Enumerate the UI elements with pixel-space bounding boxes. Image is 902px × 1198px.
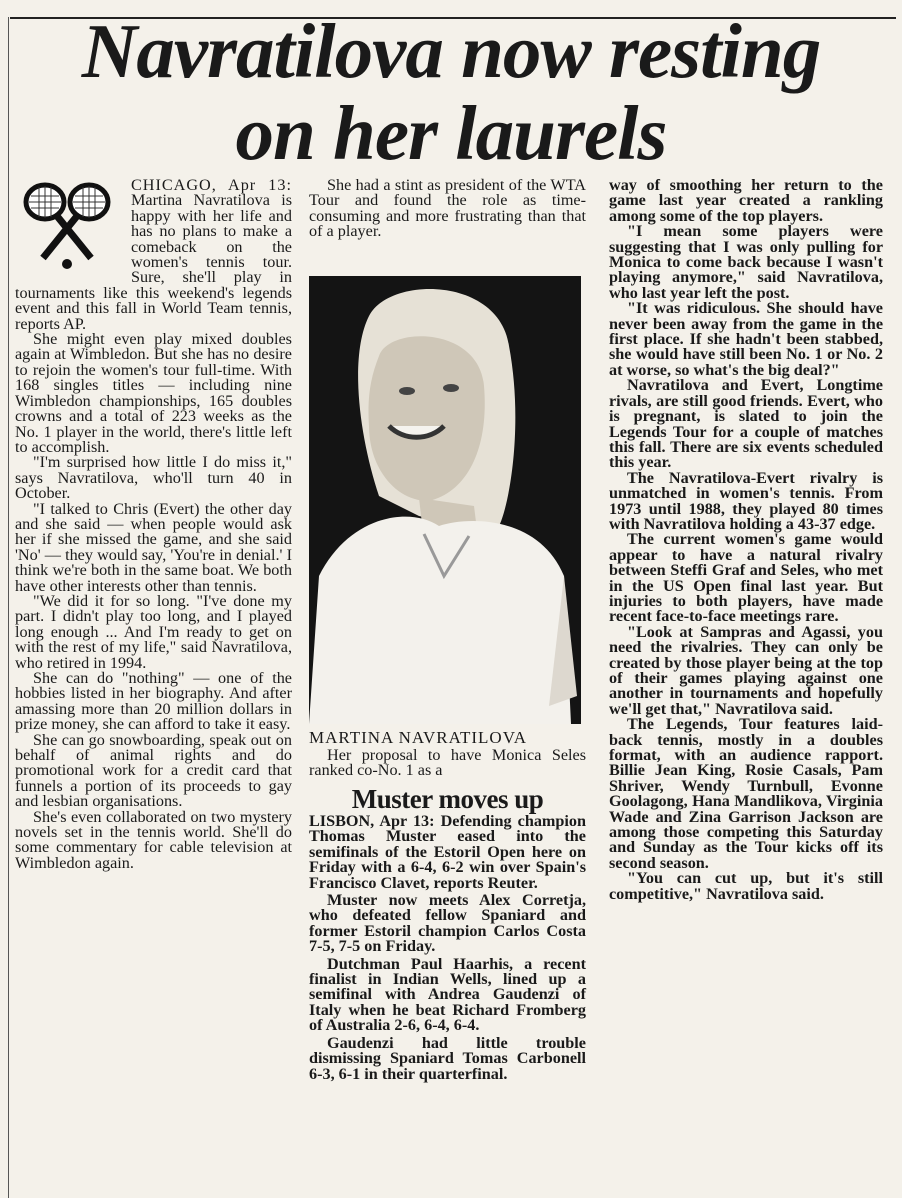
paragraph: She had a stint as president of the WTA Tour and found the role as time-consuming and more frustrating than that of a player.	[309, 176, 586, 241]
left-rule	[8, 17, 9, 1198]
muster-dateline: LISBON, Apr 13:	[309, 812, 435, 830]
paragraph: She might even play mixed doubles again at Wimbledon. But she has no desire to rejoin the women's tour full-time. With 168 singles titles — including nine Wimbledon championships, 165 doubles crowns and a total of 223 weeks as the No. 1 player in the world, there's little left to accomplish.	[15, 330, 292, 456]
column-2-continued	[309, 748, 586, 779]
portrait-image	[309, 276, 581, 724]
paragraph: Dutchman Paul Haarhis, a recent finalist in Indian Wells, lined up a semifinal with Andrea Gaudenzi of Italy when he beat Richard Fromberg of Australia 2-6, 6-4, 6-4.	[309, 954, 586, 1035]
muster-article	[309, 814, 586, 1084]
paragraph: way of smoothing her return to the game last year created a rankling among some of the top players.	[609, 176, 883, 225]
paragraph: The Navratilova-Evert rivalry is unmatched in women's tennis. From 1973 until 1988, they played 80 times with Navratilova holding a 43-37 edge.	[609, 468, 883, 533]
paragraph: "I'm surprised how little I do miss it," says Navratilova, who'll turn 40 in October.	[15, 453, 292, 503]
headline-line-2: on her laurels	[235, 90, 667, 176]
paragraph: She's even collaborated on two mystery novels set in the tennis world. She'll do some commentary for cable television at Wimbledon again.	[15, 807, 292, 872]
headline-line-1: Navratilova now resting	[81, 8, 821, 94]
paragraph: "We did it for so long. "I've done my part. I didn't play too long, and I played long enough ... And I'm ready to get on with the rest of my life," said Navratilova, who retired in 1994.	[15, 591, 292, 672]
article-lead: CHICAGO, Apr 13: Martina Navratilova is happy with her life and has no plans to make a comeback on the women's tennis tour. Sure, she'll play in tournaments like this weekend's legends event and this fall in World Team tennis, reports AP.	[15, 176, 292, 333]
tennis-rackets-icon	[15, 178, 119, 270]
paragraph: She can do "nothing" — one of the hobbies listed in her biography. And after amassing more than 20 million dollars in prize money, she can afford to take it easy.	[15, 669, 292, 734]
paragraph: The Legends, Tour features laid-back tennis, mostly in a doubles format, with an audience rapport. Billie Jean King, Rosie Casals, Pam Shriver, Wendy Turnbull, Evonne Goolagong, Hana Mandlikova, Virginia Wade and Zina Garrison Jackson are among those competing this Saturday and Sunday as the Tour kicks off its second season.	[609, 715, 883, 872]
headline	[10, 10, 892, 174]
photo-martina-navratilova	[309, 276, 581, 724]
photo-caption: MARTINA NAVRATILOVA	[309, 728, 528, 747]
paragraph: "You can cut up, but it's still competitive," Navratilova said.	[609, 869, 883, 903]
dateline: CHICAGO, Apr 13:	[131, 176, 292, 194]
paragraph: Navratilova and Evert, Longtime rivals, are still good friends. Evert, who is pregnant, is slated to join the Legends Tour for a couple of matches this fall. There are six events scheduled this year.	[609, 376, 883, 472]
paragraph: "I mean some players were suggesting that I was only pulling for Monica to come back because I wasn't playing anymore," said Navratilova, who last year left the post.	[609, 222, 883, 302]
paragraph: "It was ridiculous. She should have never been away from the game in the first place. If she hadn't been stabbed, she would have still been No. 1 or No. 2 at worse, so what's the big deal?"	[609, 299, 883, 379]
column-1	[15, 178, 292, 871]
column-2	[309, 178, 586, 240]
muster-headline: Muster moves up	[351, 784, 544, 814]
paragraph: Her proposal to have Monica Seles ranked co-No. 1 as a	[309, 746, 586, 780]
paragraph: She can go snowboarding, speak out on behalf of animal rights and do promotional work for a credit card that funnels a portion of its proceeds to gay and lesbian organisations.	[15, 730, 292, 811]
column-3	[609, 178, 883, 902]
paragraph: "I talked to Chris (Evert) the other day and she said — when people would ask her if she missed the game, and she said 'No' — they would say, 'You're in denial.' I think we're both in the same boat. We both have other interests other than tennis.	[15, 499, 292, 595]
muster-lead: LISBON, Apr 13: Defending champion Thomas Muster eased into the semifinals of the Estoril Open here on Friday with a 6-4, 6-2 win over Spain's Francisco Clavet, reports Reuter.	[309, 812, 587, 892]
paragraph: The current women's game would appear to have a natural rivalry between Steffi Graf and Seles, who met in the US Open final last year. But injuries to both players, have made recent face-to-face meetings rare.	[609, 530, 883, 626]
paragraph: "Look at Sampras and Agassi, you need the rivalries. They can only be created by those player being at the top of their games playing against one another in tournaments and hopefully we'll get that," Navratilova said.	[609, 622, 883, 718]
paragraph: Muster now meets Alex Corretja, who defeated fellow Spaniard and former Estoril champion Carlos Costa 7-5, 7-5 on Friday.	[309, 891, 586, 956]
paragraph: Gaudenzi had little trouble dismissing Spaniard Tomas Carbonell 6-3, 6-1 in their quarterfinal.	[309, 1033, 586, 1083]
